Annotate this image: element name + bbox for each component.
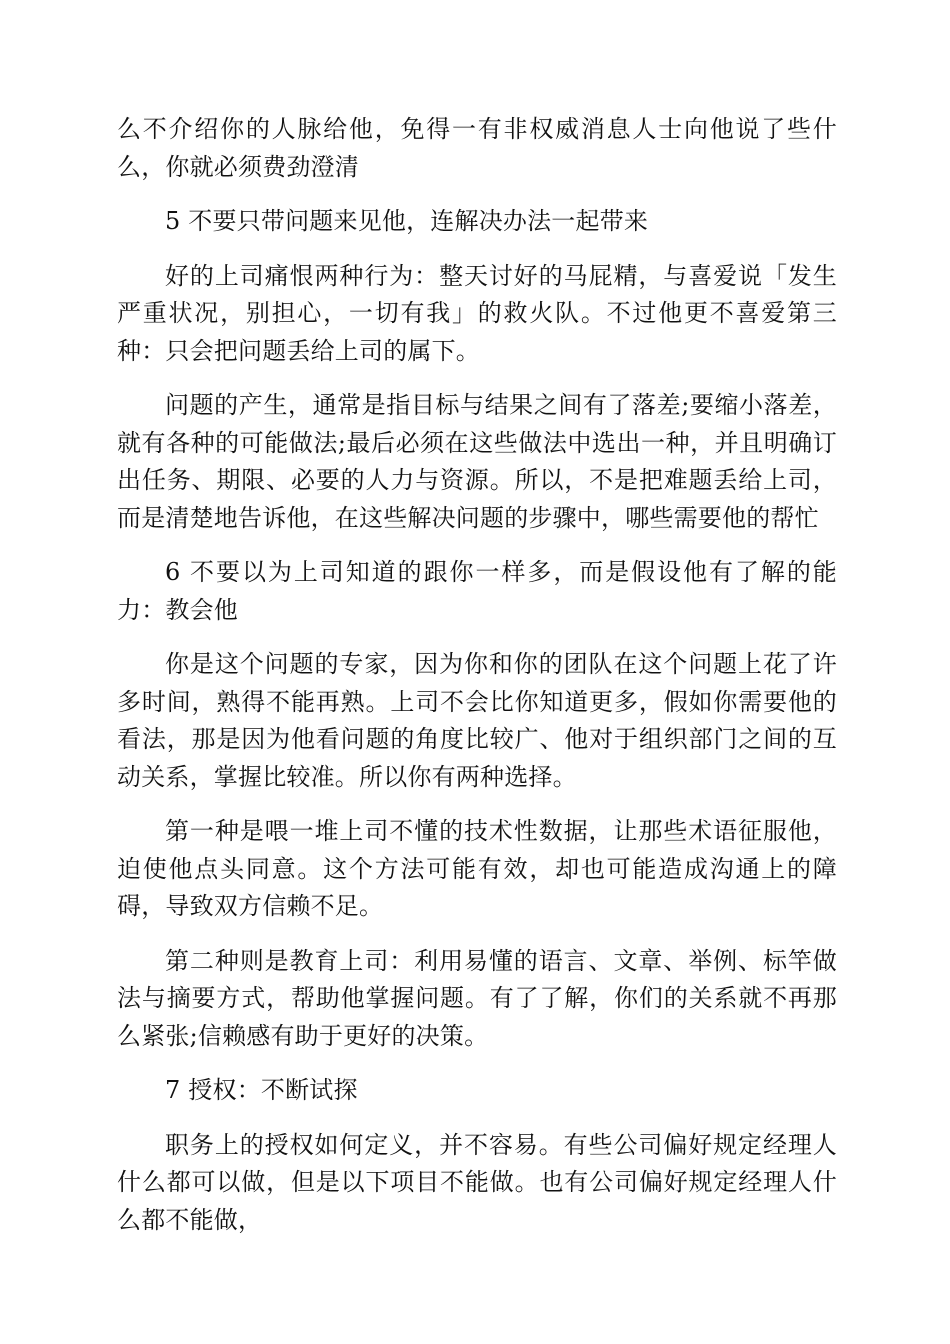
section-heading-6: 6 不要以为上司知道的跟你一样多，而是假设他有了解的能力：教会他 [117,558,837,624]
paragraph: 职务上的授权如何定义，并不容易。有些公司偏好规定经理人什么都可以做，但是以下项目不能做。也有公司偏好规定经理人什么都不能做， [117,1130,837,1234]
section-heading-5: 5 不要只带问题来见他，连解决办法一起带来 [165,207,649,235]
document-body [117,111,837,1256]
paragraph: 问题的产生，通常是指目标与结果之间有了落差;要缩小落差，就有各种的可能做法;最后必须在这些做法中选出一种，并且明确订出任务、期限、必要的人力与资源。所以，不是把难题丢给上司，而是清楚地告诉他，在这些解决问题的步骤中，哪些需要他的帮忙 [117,391,837,532]
section-heading-7: 7 授权：不断试探 [165,1076,358,1104]
paragraph-continued: 么不介绍你的人脉给他，免得一有非权威消息人士向他说了些什么，你就必须费劲澄清 [117,115,837,181]
paragraph: 你是这个问题的专家，因为你和你的团队在这个问题上花了许多时间，熟得不能再熟。上司不会比你知道更多，假如你需要他的看法，那是因为他看问题的角度比较广、他对于组织部门之间的互动关系，掌握比较准。所以你有两种选择。 [117,650,837,791]
paragraph: 第一种是喂一堆上司不懂的技术性数据，让那些术语征服他，迫使他点头同意。这个方法可能有效，却也可能造成沟通上的障碍，导致双方信赖不足。 [117,817,837,920]
paragraph: 第二种则是教育上司：利用易懂的语言、文章、举例、标竿做法与摘要方式，帮助他掌握问题。有了了解，你们的关系就不再那么紧张;信赖感有助于更好的决策。 [117,946,837,1050]
paragraph: 好的上司痛恨两种行为：整天讨好的马屁精，与喜爱说「发生严重状况，别担心，一切有我」的救火队。不过他更不喜爱第三种：只会把问题丢给上司的属下。 [117,261,837,365]
